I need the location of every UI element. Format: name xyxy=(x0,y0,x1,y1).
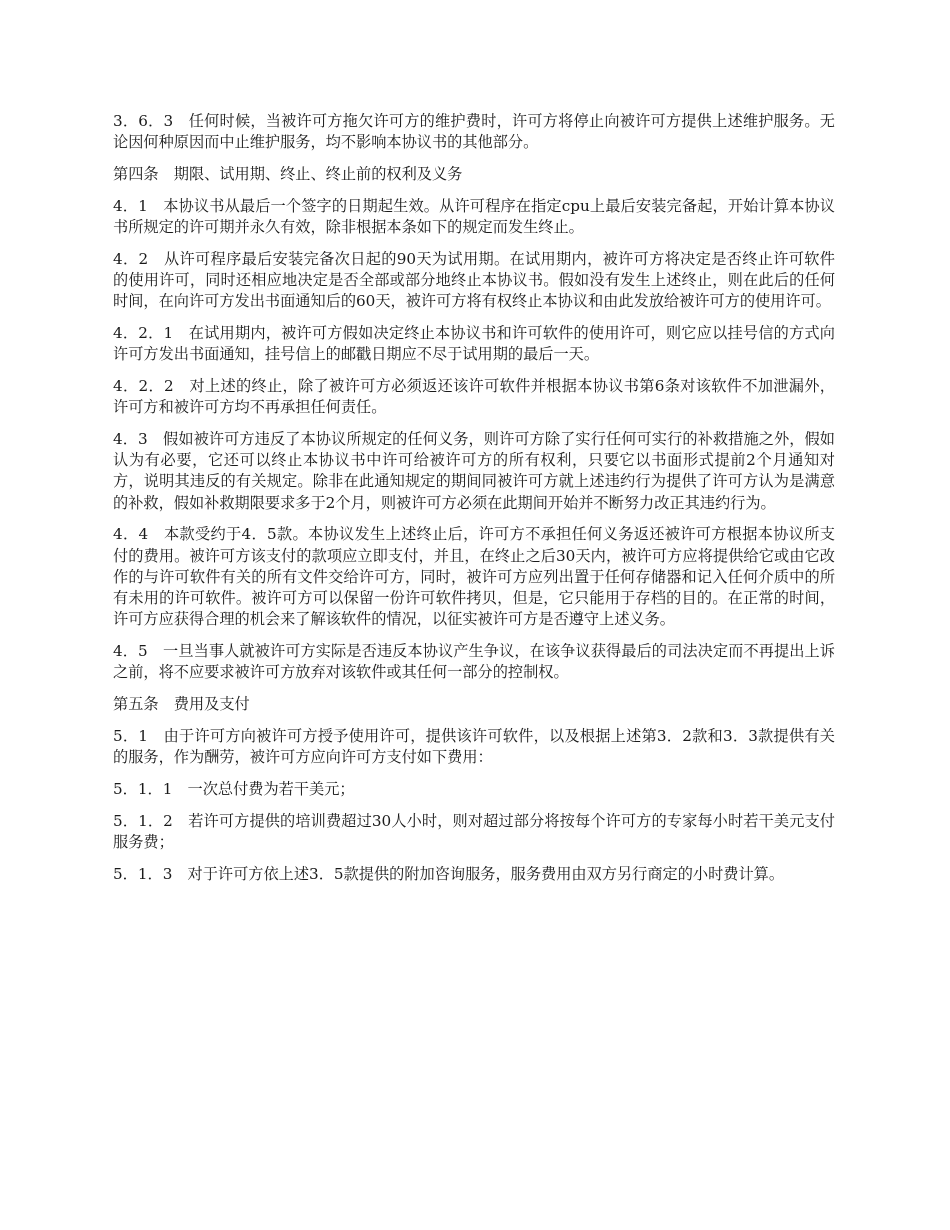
article-4-heading: 第四条 期限、试用期、终止、终止前的权利及义务 xyxy=(113,165,463,183)
clause-5-1-1: 5．1．1 一次总付费为若干美元； xyxy=(113,779,355,798)
clause-5-1-2: 5．1．2 若许可方提供的培训费超过30人小时，则对超过部分将按每个许可方的专家每小时若干美元支付服务费； xyxy=(113,811,835,851)
document-body xyxy=(113,111,835,895)
clause-4-5: 4．5 一旦当事人就被许可方实际是否违反本协议产生争议，在该争议获得最后的司法决定而不再提出上诉之前，将不应要求被许可方放弃对该软件或其任何一部分的控制权。 xyxy=(113,642,835,682)
clause-5-1-3: 5．1．3 对于许可方依上述3．5款提供的附加咨询服务，服务费用由双方另行商定的小时费计算。 xyxy=(113,864,785,883)
clause-4-2: 4．2 从许可程序最后安装完备次日起的90天为试用期。在试用期内，被许可方将决定是否终止许可软件的使用许可，同时还相应地决定是否全部或部分地终止本协议书。假如没有发生上述终止，则在此后的任何时间，在向许可方发出书面通知后的60天，被许可方将有权终止本协议和由此发放给被许可方的使用许可。 xyxy=(113,249,835,311)
clause-4-4: 4．4 本款受约于4．5款。本协议发生上述终止后，许可方不承担任何义务返还被许可方根据本协议所支付的费用。被许可方该支付的款项应立即支付，并且，在终止之后30天内，被许可方应将提供给它或由它改作的与许可软件有关的所有文件交给许可方，同时，被许可方应列出置于任何存储器和记入任何介质中的所有未用的许可软件。被许可方可以保留一份许可软件拷贝，但是，它只能用于存档的目的。在正常的时间，许可方应获得合理的机会来了解该软件的情况，以征实被许可方是否遵守上述义务。 xyxy=(113,525,835,629)
clause-4-2-1: 4．2．1 在试用期内，被许可方假如决定终止本协议书和许可软件的使用许可，则它应以挂号信的方式向许可方发出书面通知，挂号信上的邮戳日期应不尽于试用期的最后一天。 xyxy=(113,324,835,364)
clause-4-3: 4．3 假如被许可方违反了本协议所规定的任何义务，则许可方除了实行任何可实行的补救措施之外，假如认为有必要，它还可以终止本协议书中许可给被许可方的所有权利，只要它以书面形式提前2个月通知对方，说明其违反的有关规定。除非在此通知规定的期间同被许可方就上述违约行为提供了许可方认为是满意的补救，假如补救期限要求多于2个月，则被许可方必须在此期间开始并不断努力改正其违约行为。 xyxy=(113,430,835,512)
clause-4-2-2: 4．2．2 对上述的终止，除了被许可方必须返还该许可软件并根据本协议书第6条对该软件不加泄漏外，许可方和被许可方均不再承担任何责任。 xyxy=(113,377,835,417)
article-5-heading: 第五条 费用及支付 xyxy=(113,695,250,714)
clause-4-1: 4．1 本协议书从最后一个签字的日期起生效。从许可程序在指定cpu上最后安装完备起，开始计算本协议书所规定的许可期并永久有效，除非根据本条如下的规定而发生终止。 xyxy=(113,196,835,236)
clause-3-6-3: 3．6．3 任何时候，当被许可方拖欠许可方的维护费时，许可方将停止向被许可方提供上述维护服务。无论因何种原因而中止维护服务，均不影响本协议书的其他部分。 xyxy=(113,112,835,152)
clause-5-1: 5．1 由于许可方向被许可方授予使用许可，提供该许可软件，以及根据上述第3．2款和3．3款提供有关的服务，作为酬劳，被许可方应向许可方支付如下费用： xyxy=(113,726,835,767)
